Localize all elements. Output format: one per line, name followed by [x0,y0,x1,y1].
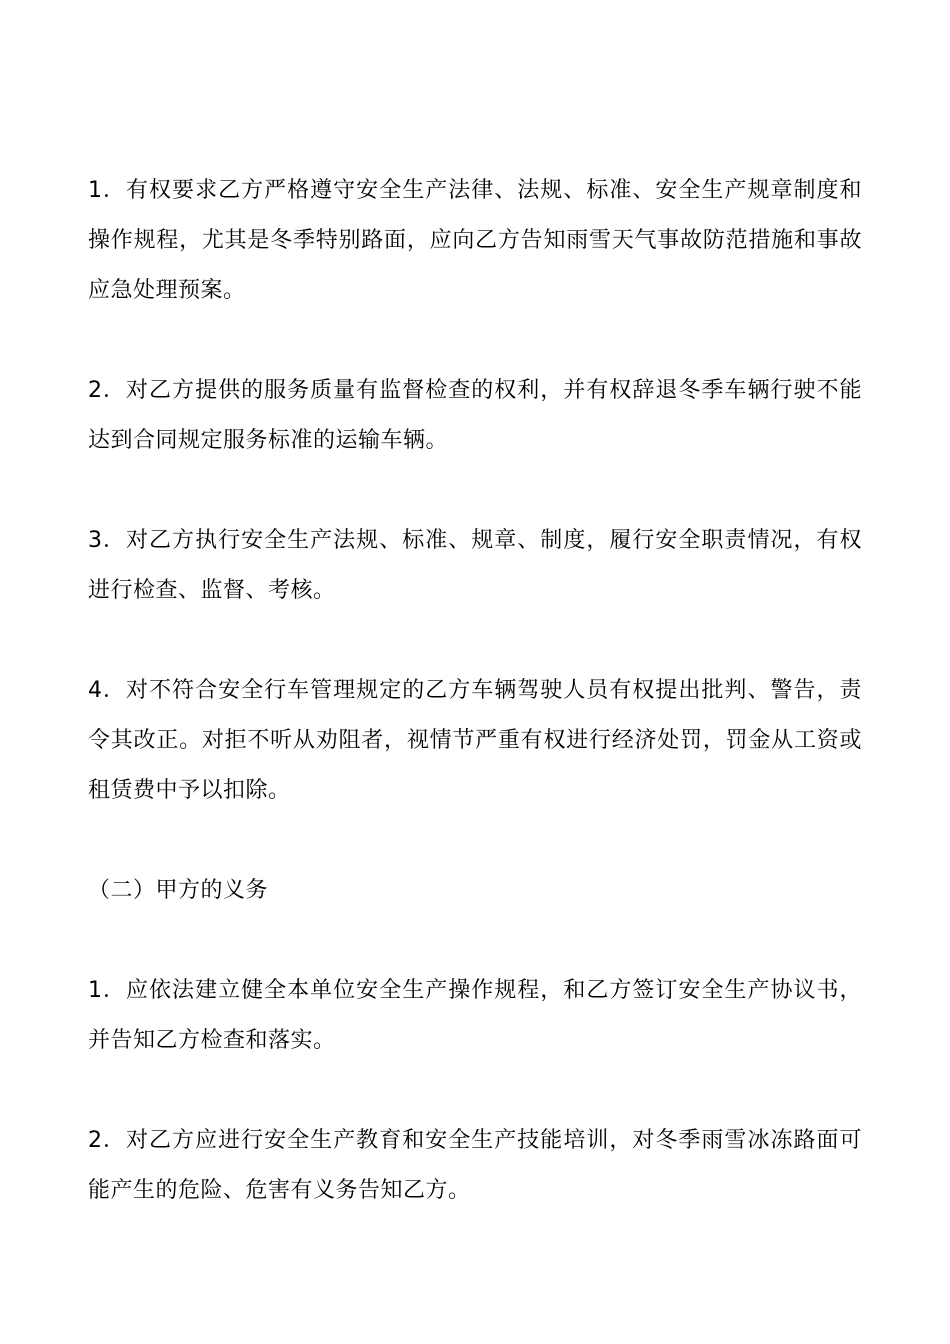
paragraph-duty-1: 1．应依法建立健全本单位安全生产操作规程，和乙方签订安全生产协议书，并告知乙方检查和落实。 [88,978,862,1053]
paragraph-right-3: 3．对乙方执行安全生产法规、标准、规章、制度，履行安全职责情况，有权进行检查、监督、考核。 [88,528,862,603]
section-heading-duties: （二）甲方的义务 [88,878,269,903]
paragraph-right-4: 4．对不符合安全行车管理规定的乙方车辆驾驶人员有权提出批判、警告，责令其改正。对拒不听从劝阻者，视情节严重有权进行经济处罚，罚金从工资或租赁费中予以扣除。 [88,678,862,803]
paragraph-right-1: 1．有权要求乙方严格遵守安全生产法律、法规、标准、安全生产规章制度和操作规程，尤其是冬季特别路面，应向乙方告知雨雪天气事故防范措施和事故应急处理预案。 [88,178,862,303]
paragraph-right-2: 2．对乙方提供的服务质量有监督检查的权利，并有权辞退冬季车辆行驶不能达到合同规定服务标准的运输车辆。 [88,378,862,453]
paragraph-duty-2: 2．对乙方应进行安全生产教育和安全生产技能培训，对冬季雨雪冰冻路面可能产生的危险、危害有义务告知乙方。 [88,1128,862,1203]
